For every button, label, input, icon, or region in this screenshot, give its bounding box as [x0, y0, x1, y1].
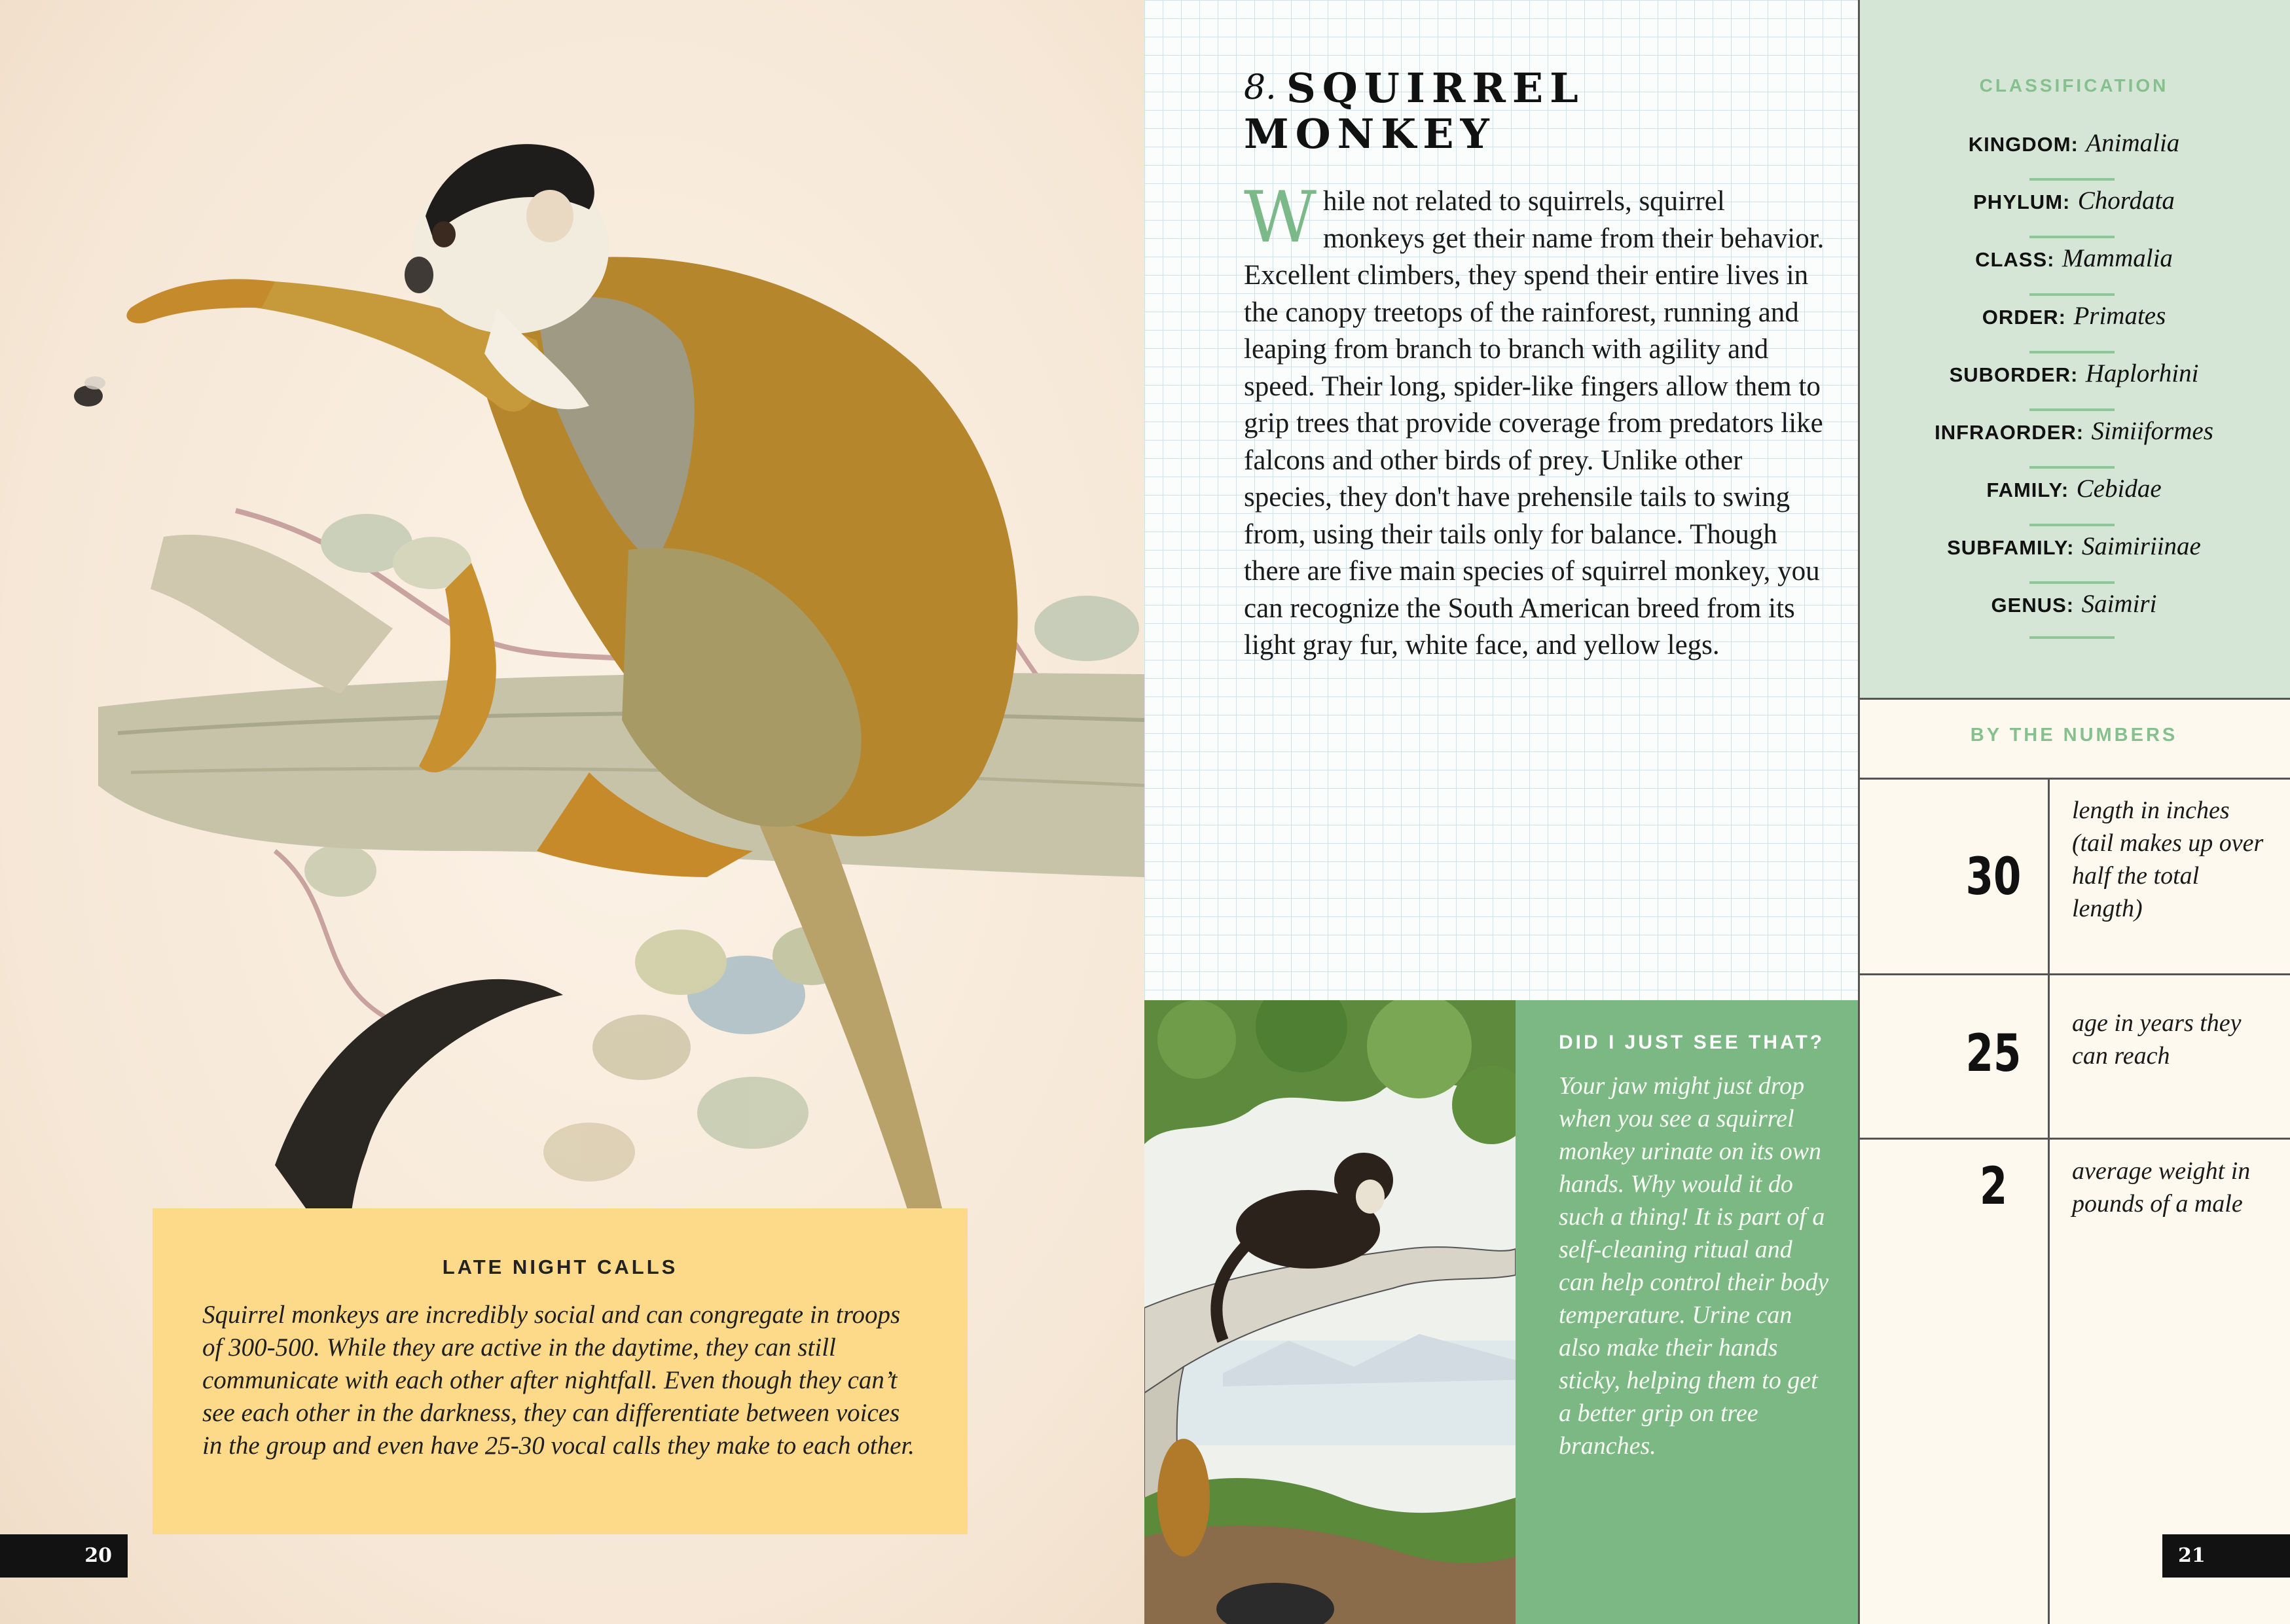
classification-row-kingdom	[1858, 128, 2290, 158]
classification-divider	[2029, 408, 2115, 411]
classification-key: CLASS:	[1975, 248, 2055, 271]
classification-divider	[2029, 178, 2115, 181]
classification-key: FAMILY:	[1986, 478, 2069, 501]
page-number-right: 21	[2162, 1534, 2290, 1578]
late-night-calls-body: Squirrel monkeys are incredibly social and can congregate in troops of 300-500. While they are active in the daytime, they can still communicate with each other after nightfall. Even though they can’t see each other in the darkness, they can differentiate between voices in the group and even have 25-30 vocal calls they make to each other.	[202, 1301, 915, 1460]
classification-value: Saimiri	[2081, 590, 2157, 618]
classification-divider	[2029, 466, 2115, 469]
numbers-column-divider	[2048, 779, 2050, 1624]
classification-value: Primates	[2073, 302, 2166, 330]
panel-divider	[1858, 698, 2290, 700]
did-i-just-see-that-body: Your jaw might just drop when you see a squirrel monkey urinate on its own hands. Why would it do such a thing! It is part of a self-cleaning ritual and can help control their body temperature. Urine can also make their hands sticky, helping them to get a better grip on tree branches.	[1559, 1072, 1829, 1460]
stat-number-length: 30	[1965, 848, 2022, 907]
classification-heading: CLASSIFICATION	[1979, 75, 2169, 96]
classification-key: SUBFAMILY:	[1947, 536, 2075, 559]
classification-row-phylum	[1858, 186, 2290, 215]
classification-row-subfamily	[1858, 532, 2290, 561]
page-number-left: 20	[0, 1534, 128, 1578]
classification-key: SUBORDER:	[1949, 363, 2079, 386]
classification-key: PHYLUM:	[1973, 190, 2071, 213]
by-the-numbers-heading: BY THE NUMBERS	[1970, 725, 2178, 746]
stat-number-age: 25	[1965, 1024, 2022, 1083]
left-page	[0, 0, 1144, 1624]
did-i-just-see-that-title: DID I JUST SEE THAT?	[1559, 1032, 1825, 1053]
late-night-calls-title: LATE NIGHT CALLS	[442, 1255, 678, 1278]
numbers-row-divider	[1858, 1138, 2290, 1140]
stat-desc-age: age in years they can reach	[2072, 1009, 2242, 1070]
classification-key: KINGDOM:	[1968, 133, 2079, 156]
species-number: 8.	[1244, 68, 1277, 107]
intro-paragraph	[1244, 177, 1833, 664]
classification-value: Saimiriinae	[2081, 532, 2201, 560]
stat-desc-length: length in inches (tail makes up over half the total length)	[2072, 797, 2264, 922]
classification-value: Mammalia	[2062, 244, 2173, 272]
classification-divider	[2029, 581, 2115, 584]
classification-row-suborder	[1858, 359, 2290, 388]
species-title-line2: MONKEY	[1244, 110, 1496, 158]
numbers-row-divider	[1858, 973, 2290, 975]
classification-value: Haplorhini	[2085, 359, 2199, 388]
late-night-calls-box	[153, 1208, 968, 1534]
classification-value: Cebidae	[2076, 475, 2162, 503]
stat-number-weight: 2	[1979, 1157, 2008, 1216]
classification-value: Chordata	[2077, 187, 2175, 215]
species-title-line1: SQUIRREL	[1286, 64, 1585, 112]
classification-row-genus	[1858, 589, 2290, 619]
drop-cap: W	[1244, 177, 1317, 259]
monkey-on-branch-illustration	[1144, 1000, 1516, 1624]
classification-key: INFRAORDER:	[1935, 421, 2084, 444]
classification-divider	[2029, 524, 2115, 526]
numbers-top-rule	[1858, 778, 2290, 780]
classification-row-order	[1858, 301, 2290, 331]
classification-value: Animalia	[2086, 129, 2180, 157]
classification-key: ORDER:	[1982, 306, 2066, 329]
classification-row-class	[1858, 244, 2290, 273]
classification-row-family	[1858, 474, 2290, 503]
classification-value: Simiiformes	[2091, 417, 2213, 445]
intro-text: hile not related to squirrels, squirrel monkeys get their name from their behavior. Excellent climbers, they spend their entire lives in the canopy treetops of the rainforest, running and leaping from branch to branch with agility and speed. Their long, spider-like fingers allow them to grip trees that provide coverage from predators like falcons and other birds of prey. Unlike other species, they don't have prehensile tails to swing from, using their tails only for balance. Though there are five main species of squirrel monkey, you can recognize the South American breed from its light gray fur, white face, and yellow legs.	[1244, 186, 1825, 660]
classification-divider	[2029, 636, 2115, 639]
did-i-just-see-that-box	[1516, 1000, 1858, 1624]
classification-key: GENUS:	[1991, 594, 2075, 617]
classification-divider	[2029, 351, 2115, 353]
classification-divider	[2029, 293, 2115, 296]
classification-divider	[2029, 236, 2115, 238]
stat-desc-weight: average weight in pounds of a male	[2072, 1157, 2251, 1218]
classification-row-infraorder	[1858, 416, 2290, 446]
